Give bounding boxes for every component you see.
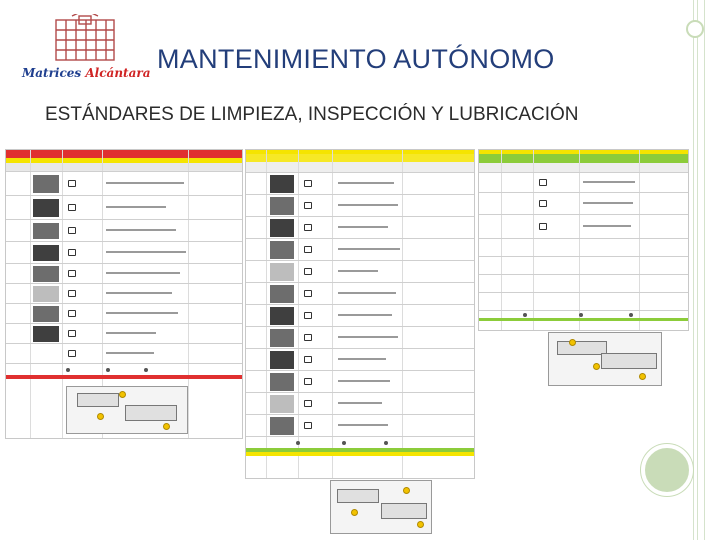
table-row <box>246 348 474 371</box>
table-row <box>6 241 242 264</box>
photo-thumbnail <box>33 286 59 302</box>
page-subtitle: ESTÁNDARES DE LIMPIEZA, INSPECCIÓN Y LUBRICACIÓN <box>45 104 579 125</box>
cleaning-icon <box>68 350 76 357</box>
frame-line-1 <box>693 0 694 540</box>
photo-thumbnail <box>33 223 59 239</box>
lubrication-icon <box>68 270 76 277</box>
table-row <box>246 238 474 261</box>
table-row <box>479 292 688 311</box>
table-row <box>6 263 242 284</box>
table-row <box>6 171 242 196</box>
table-row <box>246 392 474 415</box>
inspection-icon <box>68 290 76 297</box>
standard-sheet-right <box>478 149 689 331</box>
table-row <box>6 323 242 344</box>
inspection-icon <box>68 204 76 211</box>
cleaning-icon <box>68 249 76 256</box>
table-row <box>6 303 242 324</box>
photo-thumbnail <box>33 175 59 193</box>
table-row <box>246 282 474 305</box>
table-row <box>6 195 242 220</box>
sheet-footer-band-2 <box>246 452 474 456</box>
inspection-icon <box>68 310 76 317</box>
table-row <box>246 216 474 239</box>
sheet-column-header <box>479 163 688 172</box>
sheet-column-header <box>6 163 242 171</box>
machine-layout-diagram-middle <box>330 480 432 534</box>
machine-layout-diagram <box>66 386 188 434</box>
decorative-circle-bottom <box>641 444 693 496</box>
standard-sheet-middle <box>245 149 475 479</box>
sheet-footer-band <box>479 318 688 321</box>
photo-thumbnail <box>33 306 59 322</box>
logo-wordmark <box>22 66 151 80</box>
sheet-footer-band <box>6 375 242 379</box>
standard-sheet-left <box>5 149 243 439</box>
table-row <box>246 260 474 283</box>
company-logo <box>22 14 151 80</box>
sheet-title-band <box>246 154 474 162</box>
logo-word-1: Matrices <box>22 66 82 80</box>
frame-line-2 <box>697 0 698 540</box>
decorative-circle-top <box>686 20 704 38</box>
table-row <box>479 256 688 275</box>
table-row <box>6 283 242 304</box>
sheet-title-band <box>479 154 688 163</box>
photo-thumbnail <box>33 326 59 342</box>
table-row <box>6 219 242 242</box>
table-row <box>246 172 474 195</box>
table-row <box>246 326 474 349</box>
inspection-icon <box>68 180 76 187</box>
photo-thumbnail <box>33 245 59 261</box>
building-icon <box>22 14 147 68</box>
table-row <box>479 192 688 215</box>
table-row <box>6 343 242 364</box>
sheet-header-band <box>6 150 242 158</box>
table-row <box>246 414 474 437</box>
inspection-icon <box>68 330 76 337</box>
table-row <box>479 238 688 257</box>
table-row <box>246 194 474 217</box>
table-row <box>246 304 474 327</box>
logo-word-2: Alcántara <box>85 66 151 80</box>
frame-line-3 <box>704 0 705 540</box>
sheet-column-header <box>246 162 474 172</box>
photo-thumbnail <box>33 266 59 282</box>
inspection-icon <box>68 227 76 234</box>
table-row <box>479 274 688 293</box>
table-row <box>479 172 688 193</box>
photo-thumbnail <box>33 199 59 217</box>
machine-layout-diagram-right <box>548 332 662 386</box>
table-row <box>246 370 474 393</box>
page-title: MANTENIMIENTO AUTÓNOMO <box>157 44 555 74</box>
table-row <box>479 214 688 239</box>
